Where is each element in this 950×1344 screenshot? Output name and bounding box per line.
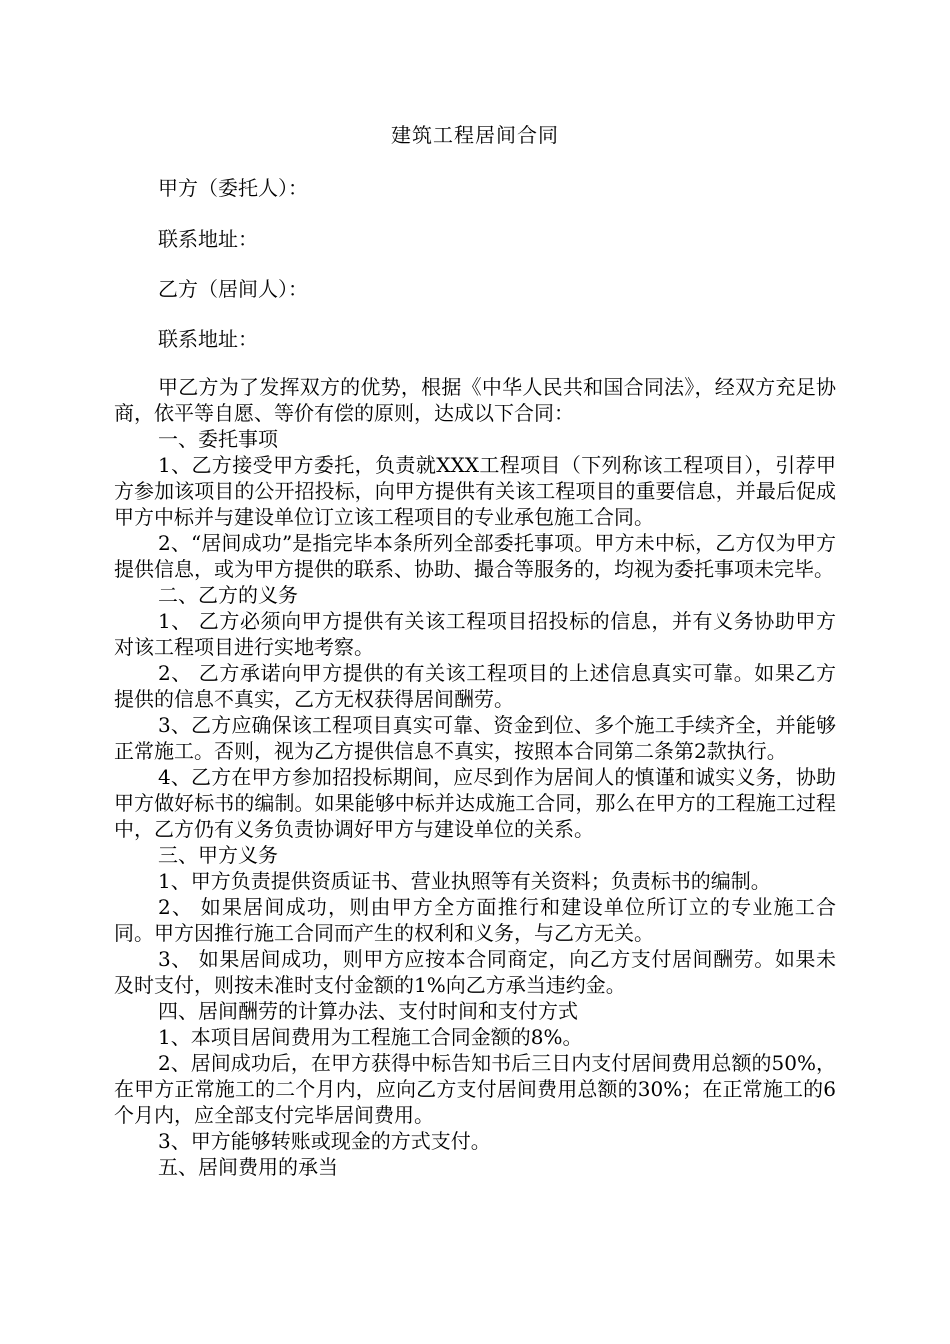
clause-paragraph: 1、乙方接受甲方委托，负责就XXX工程项目（下列称该工程项目），引荐甲方参加该项目的公开招投标，向甲方提供有关该工程项目的重要信息，并最后促成甲方中标并与建设单位订立该工程项目的专业承包施工合同。 xyxy=(114,453,836,529)
section-heading: 一、委托事项 xyxy=(158,427,278,451)
clause-paragraph: 1、 乙方必须向甲方提供有关该工程项目招投标的信息，并有义务协助甲方对该工程项目进行实地考察。 xyxy=(114,609,836,659)
party-b-label: 乙方（居间人）： xyxy=(158,277,308,301)
clause-paragraph: 3、 如果居间成功，则甲方应按本合同商定，向乙方支付居间酬劳。如果未及时支付，则按未准时支付金额的1%向乙方承当违约金。 xyxy=(114,947,836,997)
section-heading: 二、乙方的义务 xyxy=(158,583,298,607)
party-a-label: 甲方（委托人）： xyxy=(158,176,308,200)
clause-paragraph: 2、居间成功后，在甲方获得中标告知书后三日内支付居间费用总额的50%，在甲方正常施工的二个月内，应向乙方支付居间费用总额的30%；在正常施工的6个月内，应全部支付完毕居间费用。 xyxy=(114,1051,836,1127)
clause-paragraph: 3、乙方应确保该工程项目真实可靠、资金到位、多个施工手续齐全，并能够正常施工。否则，视为乙方提供信息不真实，按照本合同第二条第2款执行。 xyxy=(114,713,836,763)
clause-paragraph: 1、甲方负责提供资质证书、营业执照等有关资料；负责标书的编制。 xyxy=(158,869,771,893)
party-a-address-label: 联系地址： xyxy=(158,227,258,251)
section-heading: 五、居间费用的承当 xyxy=(158,1155,338,1179)
clause-paragraph: 2、 如果居间成功，则由甲方全方面推行和建设单位所订立的专业施工合同。甲方因推行施工合同而产生的权利和义务，与乙方无关。 xyxy=(114,895,836,945)
section-heading: 三、甲方义务 xyxy=(158,843,278,867)
clause-paragraph: 2、 乙方承诺向甲方提供的有关该工程项目的上述信息真实可靠。如果乙方提供的信息不真实，乙方无权获得居间酬劳。 xyxy=(114,661,836,711)
clause-paragraph: 2、“居间成功”是指完毕本条所列全部委托事项。甲方未中标，乙方仅为甲方提供信息，或为甲方提供的联系、协助、撮合等服务的，均视为委托事项未完毕。 xyxy=(114,531,836,581)
contract-body xyxy=(114,374,836,1180)
clause-paragraph: 1、本项目居间费用为工程施工合同金额的8%。 xyxy=(158,1025,583,1049)
clause-paragraph: 4、乙方在甲方参加招投标期间，应尽到作为居间人的慎谨和诚实义务，协助甲方做好标书的编制。如果能够中标并达成施工合同，那么在甲方的工程施工过程中，乙方仍有义务负责协调好甲方与建设单位的关系。 xyxy=(114,765,836,841)
section-heading: 四、居间酬劳的计算办法、支付时间和支付方式 xyxy=(158,999,578,1023)
preamble-paragraph: 甲乙方为了发挥双方的优势，根据《中华人民共和国合同法》，经双方充足协商，依平等自愿、等价有偿的原则，达成以下合同： xyxy=(114,375,836,425)
party-b-address-label: 联系地址： xyxy=(158,327,258,351)
clause-paragraph: 3、甲方能够转账或现金的方式支付。 xyxy=(158,1129,491,1153)
document-title: 建筑工程居间合同 xyxy=(391,123,559,147)
